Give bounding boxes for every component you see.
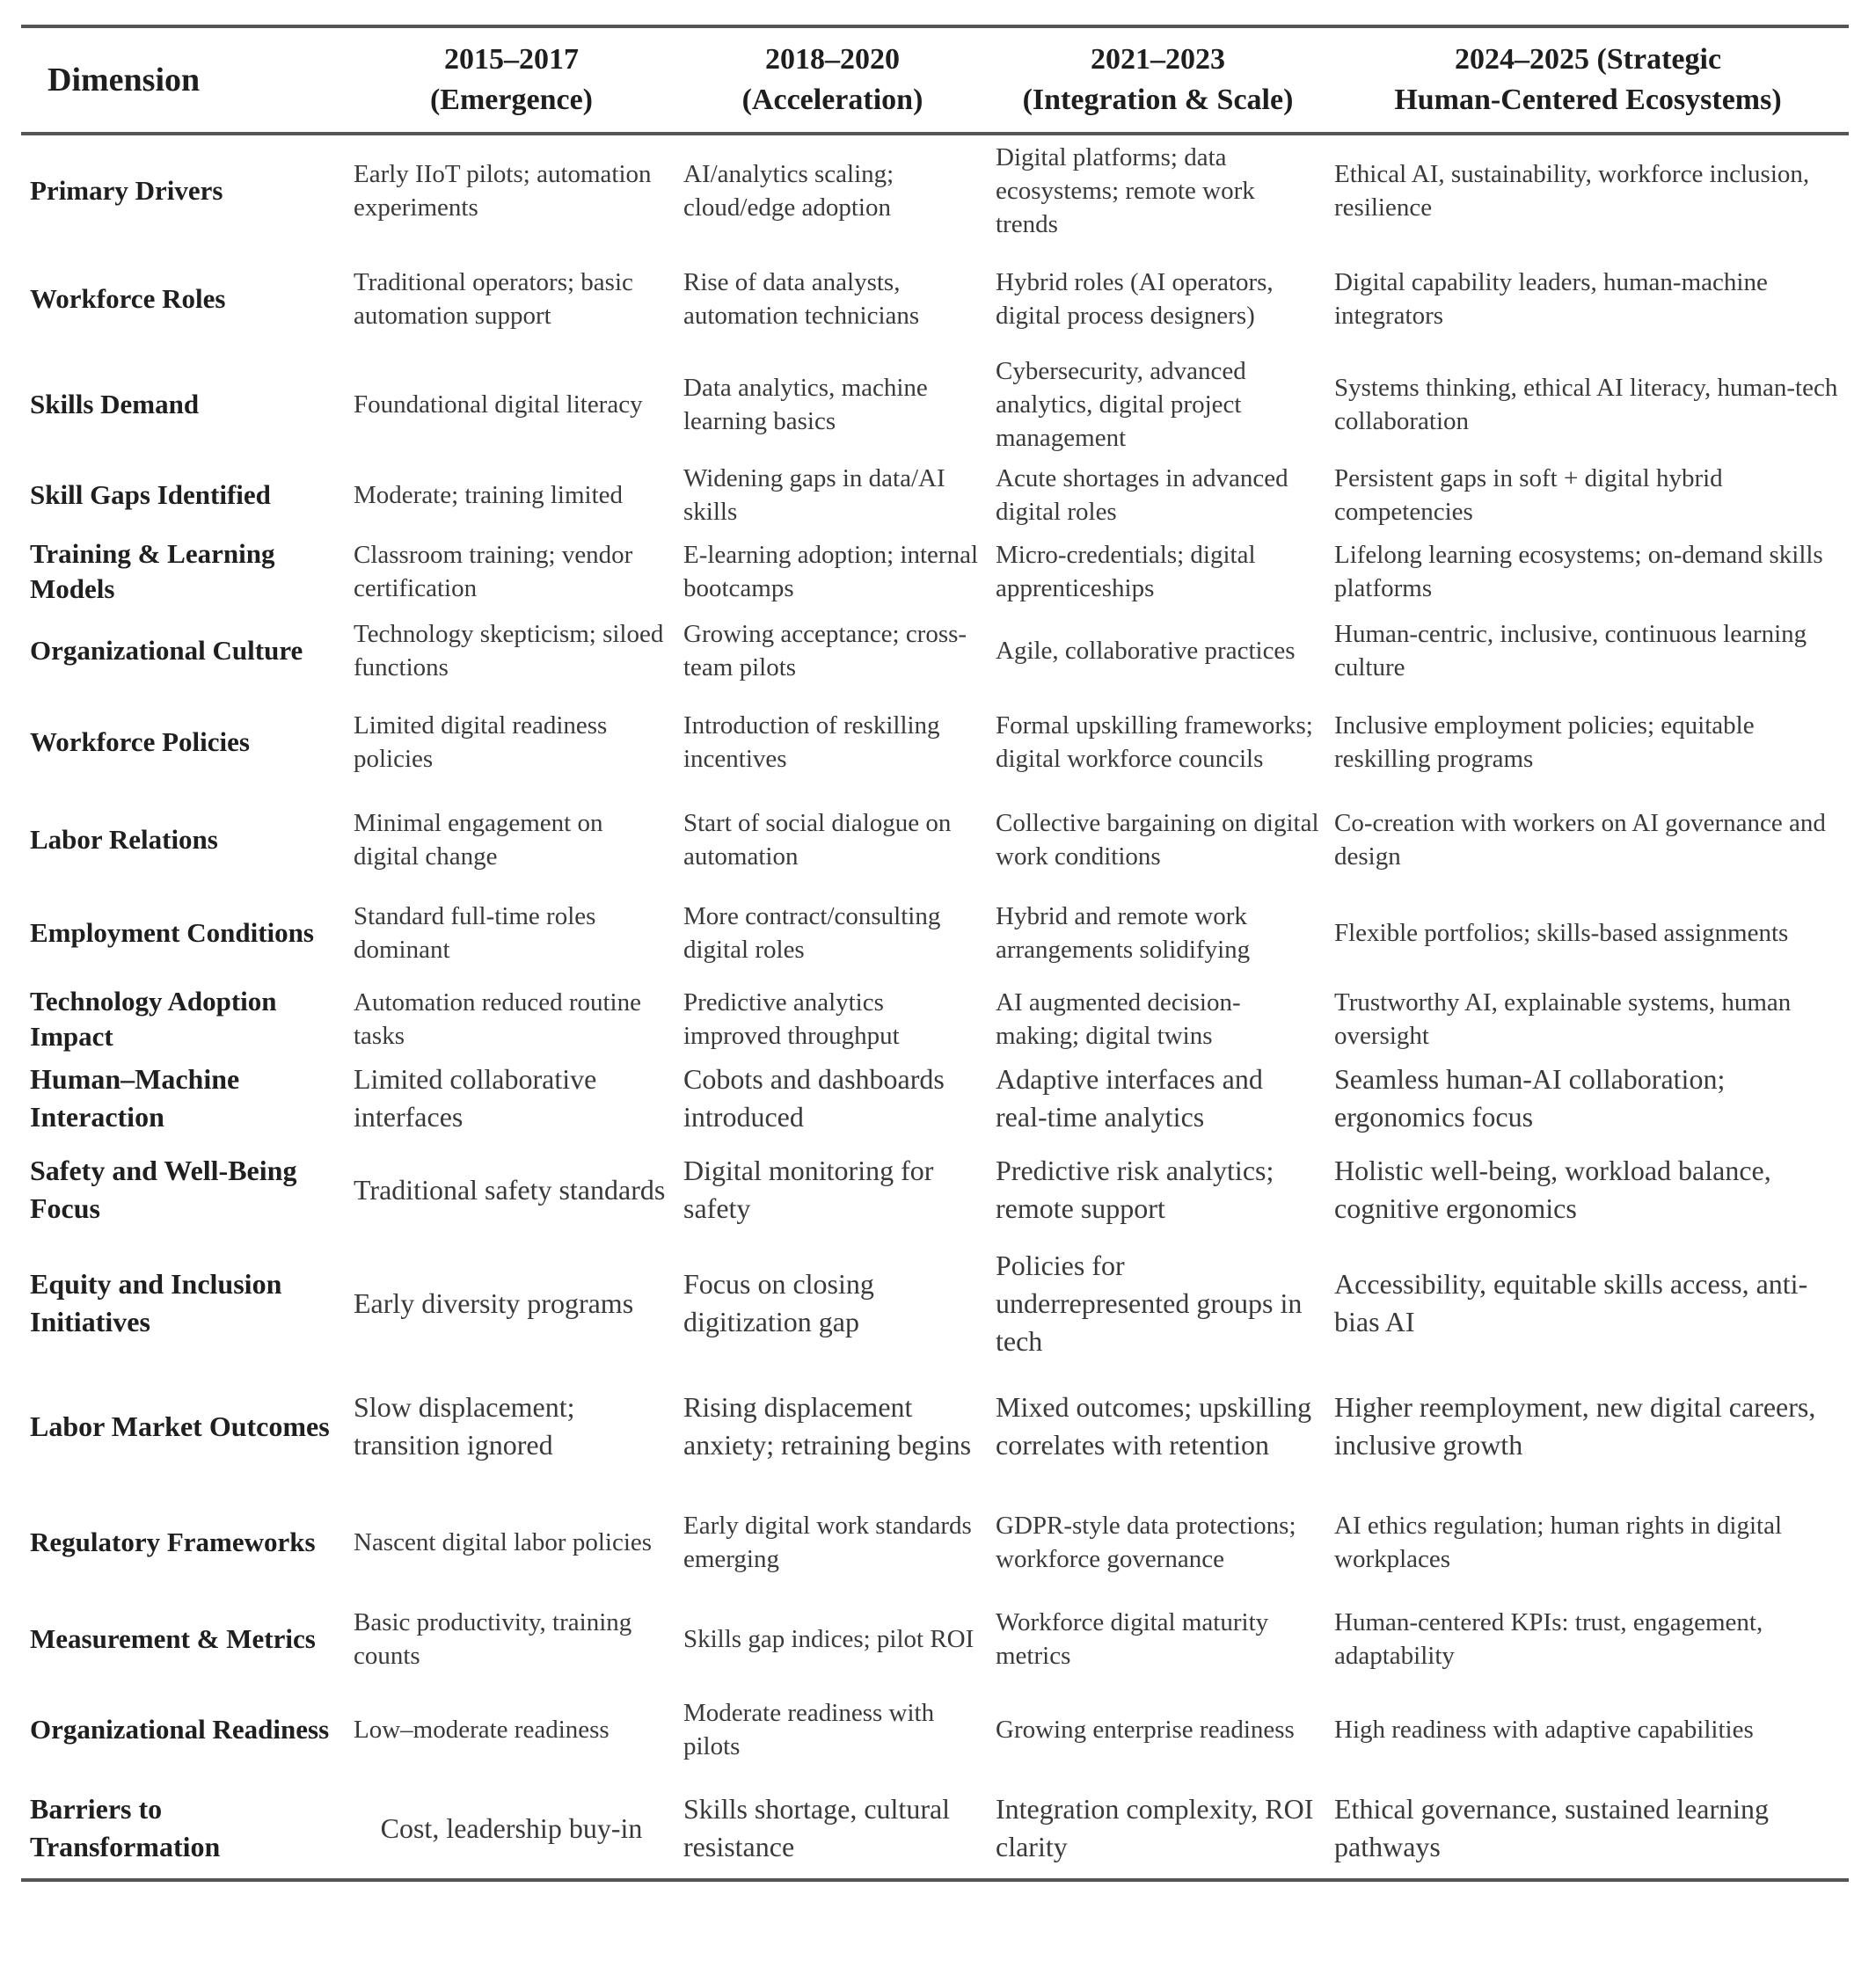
cell-2015-2017: Limited collaborative interfaces — [354, 1063, 597, 1133]
row-dimension: Equity and Inclusion Initiatives — [30, 1268, 282, 1337]
header-dimension: Dimension — [47, 62, 201, 98]
cell-2015-2017: Traditional operators; basic automation support — [354, 268, 633, 330]
cell-2024-2025: Ethical AI, sustainability, workforce inclusion, resilience — [1334, 160, 1810, 222]
cell-2015-2017: Minimal engagement on digital change — [354, 809, 603, 871]
cell-2015-2017: Low–moderate readiness — [354, 1716, 610, 1744]
table-row — [21, 1242, 1849, 1365]
row-dimension: Organizational Readiness — [30, 1714, 330, 1745]
row-dimension: Employment Conditions — [30, 917, 314, 948]
cell-2018-2020: Skills shortage, cultural resistance — [683, 1793, 951, 1862]
cell-2021-2023: Hybrid and remote work arrangements solidifying — [996, 902, 1251, 964]
table-row — [21, 1138, 1849, 1242]
cell-2021-2023: Micro-credentials; digital apprenticeships — [996, 541, 1256, 602]
cell-2024-2025: Lifelong learning ecosystems; on-demand skills platforms — [1334, 541, 1823, 602]
table-header-row — [21, 26, 1849, 134]
cell-2024-2025: Human-centered KPIs: trust, engagement, adaptability — [1334, 1608, 1763, 1670]
cell-2015-2017: Automation reduced routine tasks — [354, 988, 641, 1050]
table-row — [21, 134, 1849, 246]
cell-2024-2025: Holistic well-being, workload balance, cognitive ergonomics — [1334, 1155, 1771, 1224]
cell-2021-2023: GDPR-style data protections; workforce governance — [996, 1512, 1296, 1573]
cell-2015-2017: Nascent digital labor policies — [354, 1528, 653, 1556]
cell-2021-2023: Integration complexity, ROI clarity — [996, 1793, 1314, 1862]
row-dimension: Measurement & Metrics — [30, 1623, 316, 1654]
cell-2018-2020: Rise of data analysts, automation technicians — [683, 268, 920, 330]
cell-2024-2025: High readiness with adaptive capabilities — [1334, 1716, 1754, 1744]
row-dimension: Skill Gaps Identified — [30, 479, 271, 510]
cell-2021-2023: Cybersecurity, advanced analytics, digital project management — [996, 357, 1246, 452]
row-dimension: Primary Drivers — [30, 175, 223, 206]
table-row — [21, 886, 1849, 980]
workforce-evolution-table — [21, 25, 1849, 1882]
cell-2018-2020: Data analytics, machine learning basics — [683, 374, 928, 435]
cell-2021-2023: AI augmented decision-making; digital twins — [996, 988, 1241, 1050]
cell-2015-2017: Slow displacement; transition ignored — [354, 1391, 575, 1461]
row-dimension: Training & Learning Models — [30, 538, 275, 604]
table-row — [21, 246, 1849, 352]
cell-2024-2025: Ethical governance, sustained learning pathways — [1334, 1793, 1770, 1862]
cell-2015-2017: Early diversity programs — [354, 1286, 634, 1319]
row-dimension: Organizational Culture — [30, 635, 303, 666]
cell-2024-2025: Human-centric, inclusive, continuous learning culture — [1334, 620, 1807, 681]
cell-2015-2017: Traditional safety standards — [354, 1173, 666, 1206]
cell-2015-2017: Standard full-time roles dominant — [354, 902, 596, 964]
cell-2024-2025: Persistent gaps in soft + digital hybrid competencies — [1334, 464, 1723, 526]
row-dimension: Skills Demand — [30, 389, 200, 419]
cell-2018-2020: Early digital work standards emerging — [683, 1512, 972, 1573]
cell-2018-2020: Start of social dialogue on automation — [683, 809, 952, 871]
cell-2015-2017: Cost, leadership buy-in — [380, 1811, 643, 1844]
row-dimension: Labor Relations — [30, 824, 218, 855]
table-row — [21, 980, 1849, 1059]
cell-2024-2025: Seamless human-AI collaboration; ergonomics focus — [1334, 1063, 1726, 1133]
cell-2018-2020: More contract/consulting digital roles — [683, 902, 941, 964]
cell-2018-2020: Widening gaps in data/AI skills — [683, 464, 945, 526]
cell-2021-2023: Workforce digital maturity metrics — [996, 1608, 1269, 1670]
cell-2024-2025: Systems thinking, ethical AI literacy, human-tech collaboration — [1334, 374, 1838, 435]
table-row — [21, 352, 1849, 457]
cell-2018-2020: Focus on closing digitization gap — [683, 1268, 874, 1337]
table-row — [21, 610, 1849, 691]
cell-2018-2020: Digital monitoring for safety — [683, 1155, 934, 1224]
cell-2018-2020: Rising displacement anxiety; retraining begins — [683, 1391, 972, 1461]
cell-2015-2017: Limited digital readiness policies — [354, 711, 608, 773]
cell-2024-2025: Flexible portfolios; skills-based assignments — [1334, 919, 1789, 947]
cell-2015-2017: Technology skepticism; siloed functions — [354, 620, 664, 681]
cell-2015-2017: Moderate; training limited — [354, 481, 624, 509]
row-dimension: Labor Market Outcomes — [30, 1410, 330, 1442]
cell-2018-2020: Cobots and dashboards introduced — [683, 1063, 945, 1133]
cell-2024-2025: AI ethics regulation; human rights in digital workplaces — [1334, 1512, 1783, 1573]
cell-2015-2017: Early IIoT pilots; automation experiments — [354, 160, 652, 222]
header-2018-2020: 2018–2020 (Acceleration) — [741, 43, 923, 116]
cell-2024-2025: Inclusive employment policies; equitable reskilling programs — [1334, 711, 1755, 773]
comparison-table-page — [21, 25, 1849, 1882]
cell-2018-2020: Growing acceptance; cross-team pilots — [683, 620, 967, 681]
cell-2024-2025: Co-creation with workers on AI governance and design — [1334, 809, 1826, 871]
row-dimension: Workforce Roles — [30, 283, 226, 314]
row-dimension: Safety and Well-Being Focus — [30, 1155, 297, 1224]
cell-2021-2023: Hybrid roles (AI operators, digital process designers) — [996, 268, 1274, 330]
cell-2021-2023: Formal upskilling frameworks; digital workforce councils — [996, 711, 1313, 773]
table-row — [21, 533, 1849, 610]
cell-2021-2023: Predictive risk analytics; remote support — [996, 1155, 1274, 1224]
cell-2021-2023: Acute shortages in advanced digital roles — [996, 464, 1288, 526]
table-row — [21, 1681, 1849, 1778]
cell-2018-2020: Skills gap indices; pilot ROI — [683, 1625, 974, 1653]
cell-2021-2023: Adaptive interfaces and real-time analytics — [996, 1063, 1263, 1133]
table-row — [21, 457, 1849, 533]
header-2024-2025: 2024–2025 (Strategic Human-Centered Ecosystems) — [1394, 43, 1782, 116]
cell-2018-2020: E-learning adoption; internal bootcamps — [683, 541, 979, 602]
cell-2021-2023: Policies for underrepresented groups in tech — [996, 1249, 1303, 1357]
cell-2015-2017: Foundational digital literacy — [354, 390, 643, 419]
table-row — [21, 691, 1849, 793]
table-row — [21, 1488, 1849, 1597]
table-row — [21, 1597, 1849, 1681]
cell-2024-2025: Trustworthy AI, explainable systems, human oversight — [1334, 988, 1792, 1050]
cell-2021-2023: Growing enterprise readiness — [996, 1716, 1295, 1744]
row-dimension: Workforce Policies — [30, 726, 250, 757]
cell-2018-2020: AI/analytics scaling; cloud/edge adoption — [683, 160, 894, 222]
cell-2018-2020: Predictive analytics improved throughput — [683, 988, 900, 1050]
table-row — [21, 1778, 1849, 1880]
cell-2021-2023: Digital platforms; data ecosystems; remote work trends — [996, 143, 1255, 238]
cell-2021-2023: Agile, collaborative practices — [996, 637, 1296, 665]
row-dimension: Regulatory Frameworks — [30, 1527, 316, 1557]
row-dimension: Technology Adoption Impact — [30, 986, 277, 1052]
cell-2024-2025: Higher reemployment, new digital careers, inclusive growth — [1334, 1391, 1816, 1461]
header-2021-2023: 2021–2023 (Integration & Scale) — [1022, 43, 1294, 116]
cell-2021-2023: Mixed outcomes; upskilling correlates with retention — [996, 1391, 1312, 1461]
cell-2015-2017: Classroom training; vendor certification — [354, 541, 633, 602]
row-dimension: Barriers to Transformation — [30, 1793, 221, 1862]
header-2015-2017: 2015–2017 (Emergence) — [429, 43, 593, 116]
table-row — [21, 1059, 1849, 1138]
cell-2024-2025: Digital capability leaders, human-machine integrators — [1334, 268, 1768, 330]
cell-2018-2020: Introduction of reskilling incentives — [683, 711, 940, 773]
table-row — [21, 793, 1849, 886]
row-dimension: Human–Machine Interaction — [30, 1063, 240, 1133]
table-row — [21, 1365, 1849, 1488]
cell-2015-2017: Basic productivity, training counts — [354, 1608, 632, 1670]
cell-2018-2020: Moderate readiness with pilots — [683, 1699, 935, 1760]
cell-2024-2025: Accessibility, equitable skills access, anti-bias AI — [1334, 1268, 1808, 1337]
cell-2021-2023: Collective bargaining on digital work conditions — [996, 809, 1319, 871]
